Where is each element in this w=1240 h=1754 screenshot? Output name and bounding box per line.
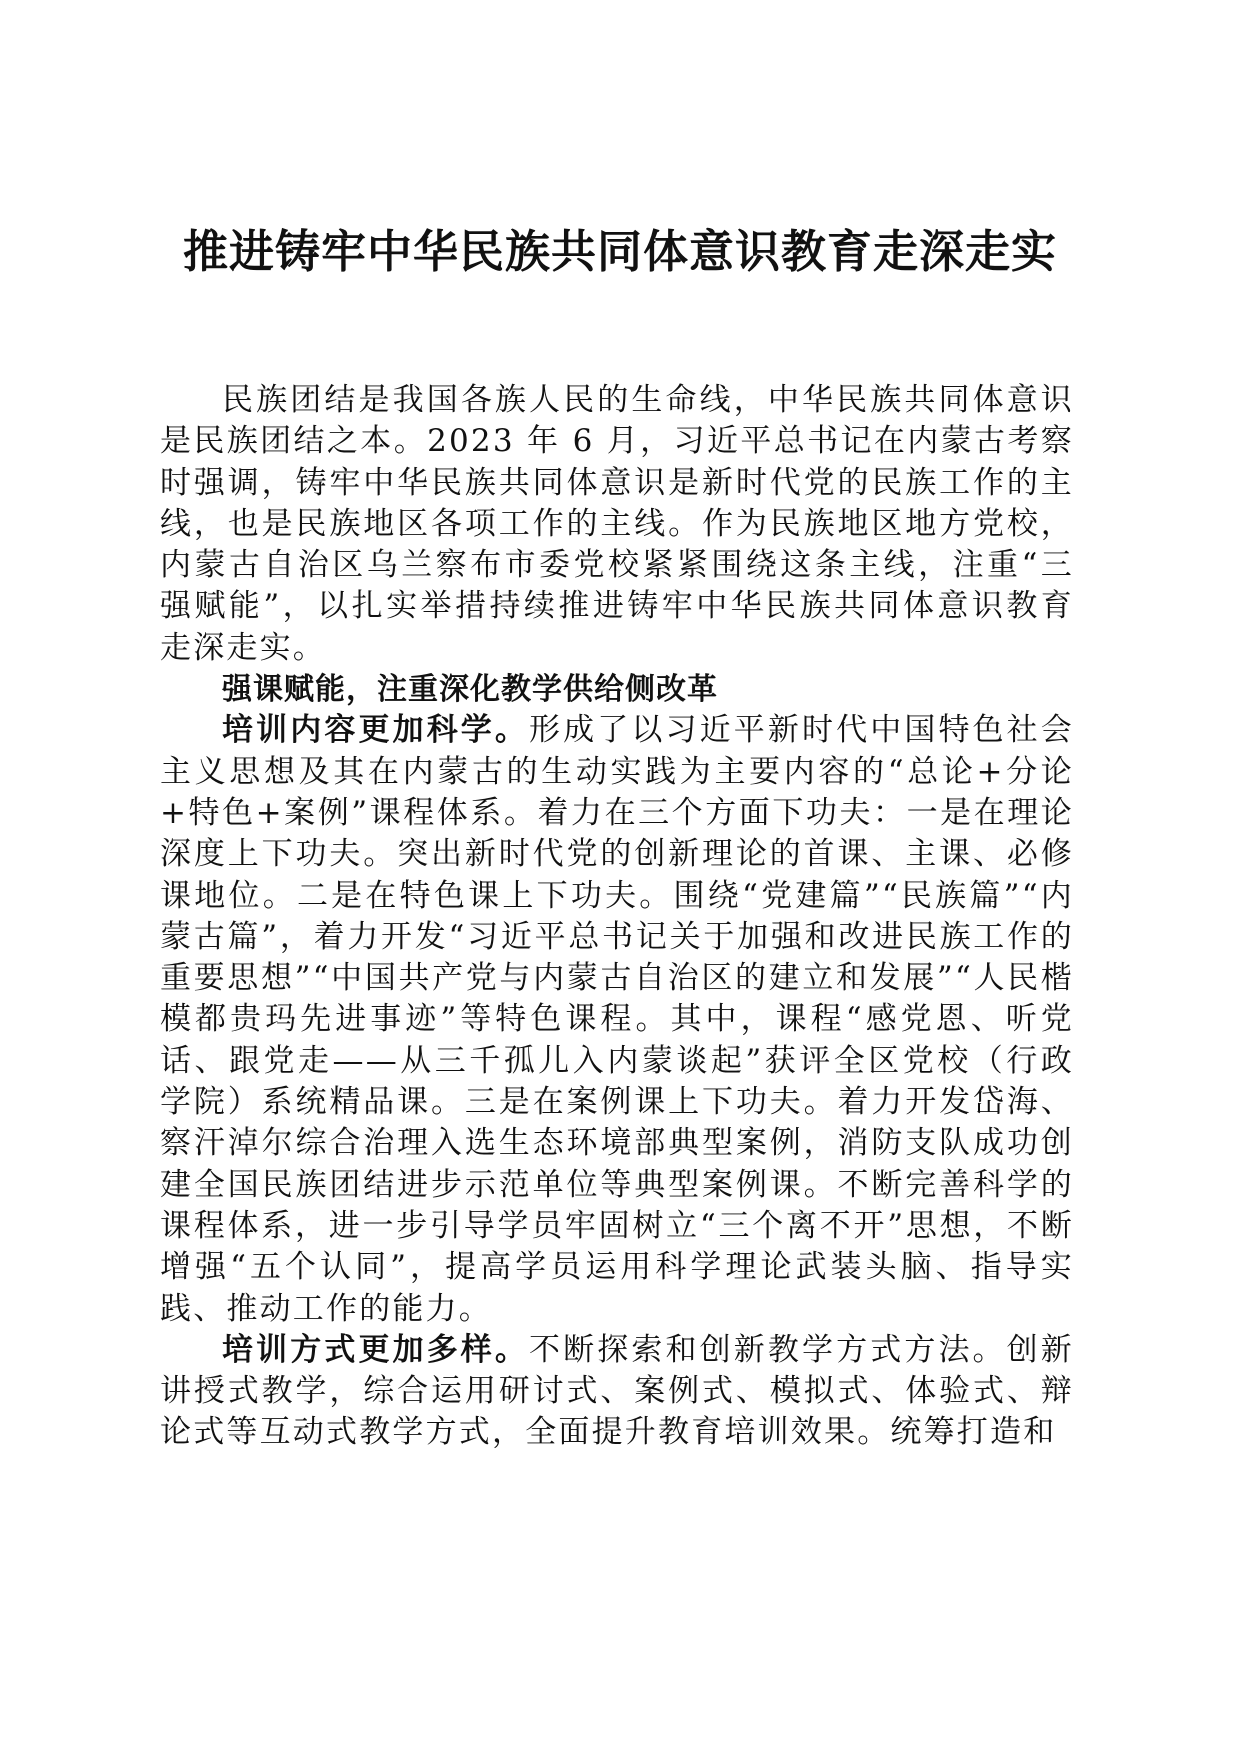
paragraph-text: 形成了以习近平新时代中国特色社会主义思想及其在内蒙古的生动实践为主要内容的“总论+分论+特色+案例”课程体系。着力在三个方面下功夫：一是在理论深度上下功夫。突出新时代党的创新理论的首课、主课、必修课地位。二是在特色课上下功夫。围绕“党建篇”“民族篇”“内蒙古篇”，着力开发“习近平总书记关于加强和改进民族工作的重要思想”“中国共产党与内蒙古自治区的建立和发展”“人民楷模都贵玛先进事迹”等特色课程。其中，课程“感党恩、听党话、跟党走——从三千孤儿入内蒙谈起”获评全区党校（行政学院）系统精品课。三是在案例课上下功夫。着力开发岱海、察汗淖尔综合治理入选生态环境部典型案例，消防支队成功创建全国民族团结进步示范单位等典型案例课。不断完善科学的课程体系，进一步引导学员牢固树立“三个离不开”思想，不断增强“五个认同”，提高学员运用科学理论武装头脑、指导实践、推动工作的能力。 bbox=[160, 712, 1074, 1327]
paragraph-lead: 培训内容更加科学。 bbox=[222, 712, 530, 749]
document-body bbox=[160, 380, 1074, 1454]
paragraph-lead: 培训方式更加多样。 bbox=[222, 1331, 530, 1368]
section-heading: 强课赋能，注重深化教学供给侧改革 bbox=[222, 672, 718, 708]
document-title: 推进铸牢中华民族共同体意识教育走深走实 bbox=[182, 225, 1057, 278]
paragraph-training-methods bbox=[160, 1330, 1074, 1454]
intro-paragraph: 民族团结是我国各族人民的生命线，中华民族共同体意识是民族团结之本。2023 年 6 月，习近平总书记在内蒙古考察时强调，铸牢中华民族共同体意识是新时代党的民族工作的主线，也是民族地区各项工作的主线。作为民族地区地方党校，内蒙古自治区乌兰察布市委党校紧紧围绕这条主线，注重“三强赋能”，以扎实举措持续推进铸牢中华民族共同体意识教育走深走实。 bbox=[160, 382, 1074, 666]
paragraph-text: 不断探索和创新教学方式方法。创新讲授式教学，综合运用研讨式、案例式、模拟式、体验式、辩论式等互动式教学方式，全面提升教育培训效果。统筹打造和 bbox=[160, 1331, 1074, 1451]
paragraph-training-content bbox=[160, 710, 1074, 1329]
